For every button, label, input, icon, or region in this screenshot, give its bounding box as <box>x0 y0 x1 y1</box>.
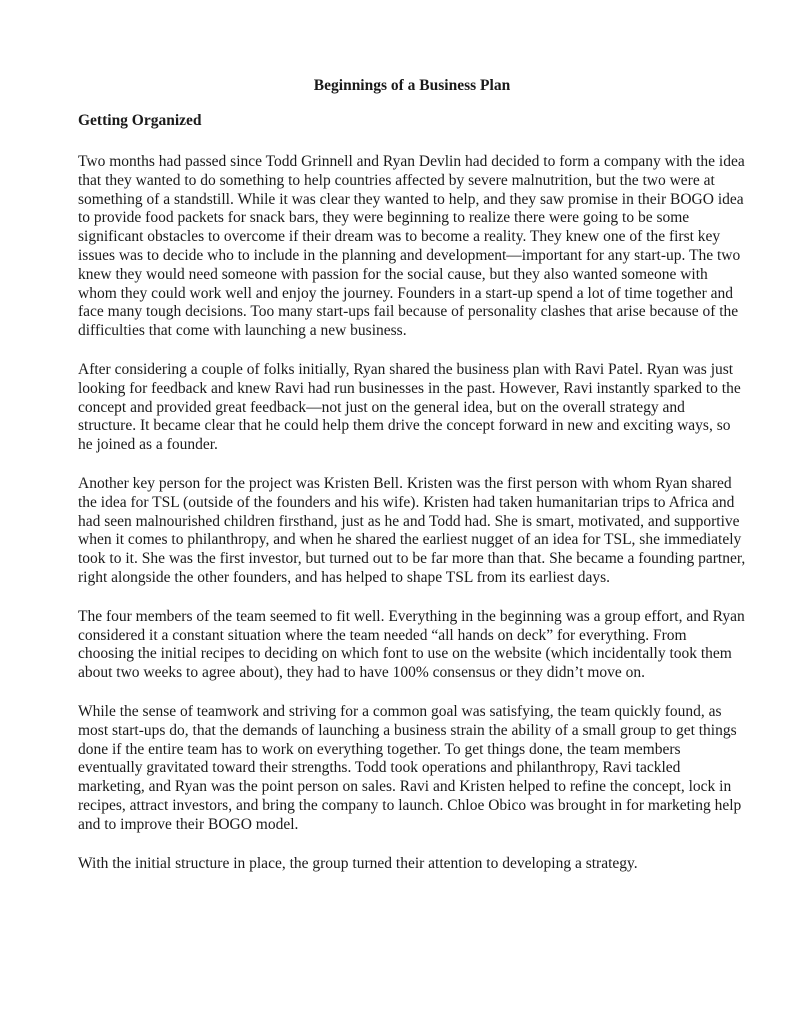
paragraph-2: After considering a couple of folks initially, Ryan shared the business plan with Ravi Patel. Ryan was just looking for feedback and knew Ravi had run businesses in the past. However, Ravi instantly sparked to the concept and provided great feedback—not just on the general idea, but on the overall strategy and structure. It became clear that he could help them drive the concept forward in new and exciting ways, so he joined as a founder. <box>78 360 741 454</box>
paragraph-6: With the initial structure in place, the group turned their attention to developing a strategy. <box>78 854 638 872</box>
section-heading: Getting Organized <box>78 112 202 129</box>
document-title: Beginnings of a Business Plan <box>313 77 511 94</box>
paragraph-4: The four members of the team seemed to fit well. Everything in the beginning was a group effort, and Ryan considered it a constant situation where the team needed “all hands on deck” for everything. From choosing the initial recipes to deciding on which font to use on the website (which incidentally took them about two weeks to agree about), they had to have 100% consensus or they didn’t move on. <box>78 607 745 682</box>
document-page <box>78 68 746 893</box>
paragraph-1: Two months had passed since Todd Grinnell and Ryan Devlin had decided to form a company with the idea that they wanted to do something to help countries affected by severe malnutrition, but the two were at something of a standstill. While it was clear they wanted to help, and they saw promise in their BOGO idea to provide food packets for snack bars, they were beginning to realize there were going to be some significant obstacles to overcome if their dream was to become a reality. They knew one of the first key issues was to decide who to include in the planning and development—important for any start-up. The two knew they would need someone with passion for the social cause, but they also wanted someone with whom they could work well and enjoy the journey. Founders in a start-up spend a lot of time together and face many tough decisions. Too many start-ups fail because of personality clashes that arise because of the difficulties that come with launching a new business. <box>78 153 745 340</box>
paragraph-5: While the sense of teamwork and striving for a common goal was satisfying, the team quickly found, as most start-ups do, that the demands of launching a business strain the ability of a small group to get things done if the entire team has to work on everything together. To get things done, the team members eventually gravitated toward their strengths. Todd took operations and philanthropy, Ravi tackled marketing, and Ryan was the point person on sales. Ravi and Kristen helped to refine the concept, lock in recipes, attract investors, and bring the company to launch. Chloe Obico was brought in for marketing help and to improve their BOGO model. <box>78 702 742 833</box>
paragraph-3: Another key person for the project was Kristen Bell. Kristen was the first person with whom Ryan shared the idea for TSL (outside of the founders and his wife). Kristen had taken humanitarian trips to Africa and had seen malnourished children firsthand, just as he and Todd had. She is smart, motivated, and supportive when it comes to philanthropy, and when he shared the earliest nugget of an idea for TSL, she immediately took to it. She was the first investor, but turned out to be far more than that. She became a founding partner, right alongside the other founders, and has helped to shape TSL from its earliest days. <box>78 474 746 586</box>
document-body <box>78 153 746 873</box>
